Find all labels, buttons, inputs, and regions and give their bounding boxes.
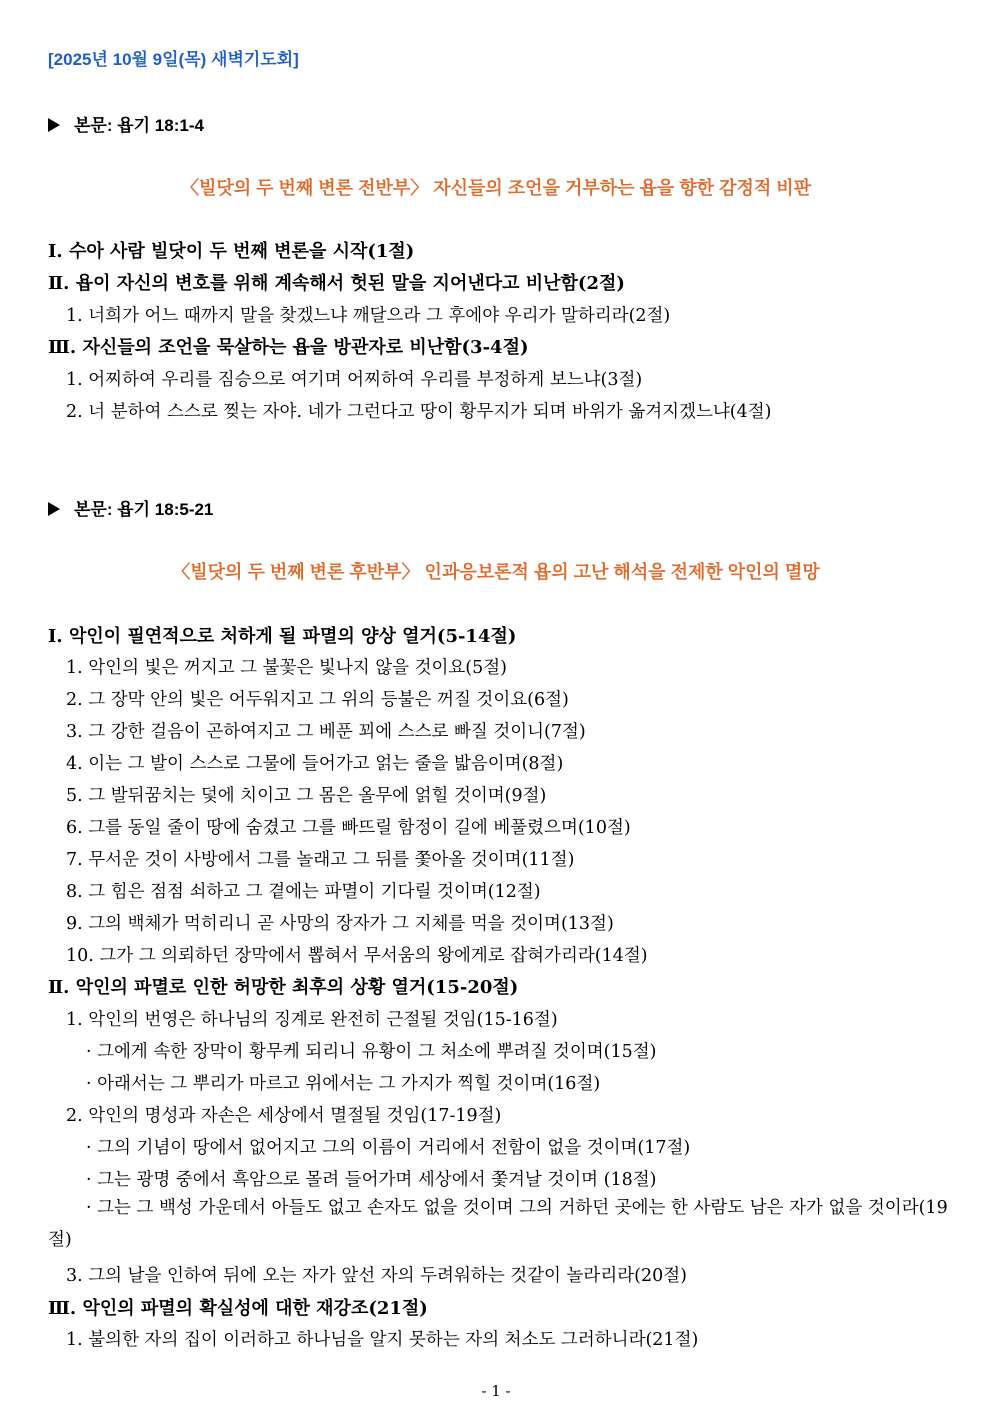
- outline-sub-point: 1. 불의한 자의 집이 이러하고 하나님을 알지 못하는 자의 처소도 그러하니라(21절): [66, 1330, 699, 1350]
- triangle-bullet-icon: [48, 118, 60, 132]
- passage-label-2: [48, 495, 213, 520]
- outline-bullet-point: · 아래서는 그 뿌리가 마르고 위에서는 그 가지가 찍힐 것이며(16절): [86, 1074, 601, 1094]
- outline-sub-point: 2. 그 장막 안의 빛은 어두워지고 그 위의 등불은 꺼질 것이요(6절): [66, 690, 569, 710]
- passage-label-1: [48, 111, 204, 136]
- outline-main-point: Ⅱ. 악인의 파멸로 인한 허망한 최후의 상황 열거(15-20절): [48, 977, 519, 998]
- page-number: - 1 -: [481, 1382, 511, 1400]
- outline-sub-point: 1. 악인의 빛은 꺼지고 그 불꽃은 빛나지 않을 것이요(5절): [66, 658, 507, 678]
- outline-sub-point: 3. 그 강한 걸음이 곤하여지고 그 베푼 꾀에 스스로 빠질 것이니(7절): [66, 722, 586, 742]
- outline-sub-point: 5. 그 발뒤꿈치는 덫에 치이고 그 몸은 올무에 얽힐 것이며(9절): [66, 786, 547, 806]
- outline-sub-point: 6. 그를 동일 줄이 땅에 숨겼고 그를 빠뜨릴 함정이 길에 베풀렸으며(10절): [66, 818, 631, 838]
- outline-sub-point: 1. 너희가 어느 때까지 말을 찾겠느냐 깨달으라 그 후에야 우리가 말하리라(2절): [66, 306, 671, 326]
- outline-sub-point: 4. 이는 그 발이 스스로 그물에 들어가고 얽는 줄을 밟음이며(8절): [66, 754, 564, 774]
- outline-bullet-point: · 그에게 속한 장막이 황무케 되리니 유황이 그 처소에 뿌려질 것이며(15절): [86, 1042, 657, 1062]
- outline-sub-point: 1. 악인의 번영은 하나님의 징계로 완전히 근절될 것임(15-16절): [66, 1010, 558, 1030]
- outline-sub-point: 7. 무서운 것이 사방에서 그를 놀래고 그 뒤를 쫓아올 것이며(11절): [66, 850, 575, 870]
- date-title: [2025년 10월 9일(목) 새벽기도회]: [48, 50, 299, 69]
- outline-bullet-point-wrapped: · 그는 그 백성 가운데서 아들도 없고 손자도 없을 것이며 그의 거하던 곳에는 한 사람도 남은 자가 없을 것이라(19절): [48, 1198, 948, 1250]
- outline-bullet-point: · 그의 기념이 땅에서 없어지고 그의 이름이 거리에서 전함이 없을 것이며(17절): [86, 1138, 691, 1158]
- outline-main-point: Ⅲ. 자신들의 조언을 묵살하는 욥을 방관자로 비난함(3-4절): [48, 337, 529, 358]
- outline-sub-point: 1. 어찌하여 우리를 짐승으로 여기며 어찌하여 우리를 부정하게 보느냐(3절): [66, 370, 643, 390]
- outline-sub-point: 2. 너 분하여 스스로 찢는 자야. 네가 그런다고 땅이 황무지가 되며 바위가 옮겨지겠느냐(4절): [66, 402, 772, 422]
- outline-bullet-point: · 그는 광명 중에서 흑암으로 몰려 들어가며 세상에서 쫓겨날 것이며 (18절): [86, 1170, 657, 1190]
- outline-sub-point: 3. 그의 날을 인하여 뒤에 오는 자가 앞선 자의 두려워하는 것같이 놀라리라(20절): [66, 1266, 687, 1286]
- outline-main-point: Ⅱ. 욥이 자신의 변호를 위해 계속해서 헛된 말을 지어낸다고 비난함(2절): [48, 273, 625, 294]
- section-heading-1: 〈빌닷의 두 번째 변론 전반부〉 자신들의 조언을 거부하는 욥을 향한 감정적 비판: [180, 178, 812, 198]
- outline-sub-point: 10. 그가 그 의뢰하던 장막에서 뽑혀서 무서움의 왕에게로 잡혀가리라(14절): [66, 946, 648, 966]
- outline-main-point: Ⅲ. 악인의 파멸의 확실성에 대한 재강조(21절): [48, 1298, 428, 1319]
- outline-main-point: Ⅰ. 수아 사람 빌닷이 두 번째 변론을 시작(1절): [48, 241, 415, 262]
- triangle-bullet-icon: [48, 502, 60, 516]
- passage-text: 본문: 욥기 18:1-4: [74, 116, 204, 135]
- outline-sub-point: 8. 그 힘은 점점 쇠하고 그 곁에는 파멸이 기다릴 것이며(12절): [66, 882, 541, 902]
- section-heading-2: 〈빌닷의 두 번째 변론 후반부〉 인과응보론적 욥의 고난 해석을 전제한 악인의 멸망: [172, 562, 820, 582]
- passage-text: 본문: 욥기 18:5-21: [74, 500, 214, 519]
- outline-sub-point: 9. 그의 백체가 먹히리니 곧 사망의 장자가 그 지체를 먹을 것이며(13절): [66, 914, 614, 934]
- outline-sub-point: 2. 악인의 명성과 자손은 세상에서 멸절될 것임(17-19절): [66, 1106, 502, 1126]
- outline-main-point: Ⅰ. 악인이 필연적으로 처하게 될 파멸의 양상 열거(5-14절): [48, 626, 517, 647]
